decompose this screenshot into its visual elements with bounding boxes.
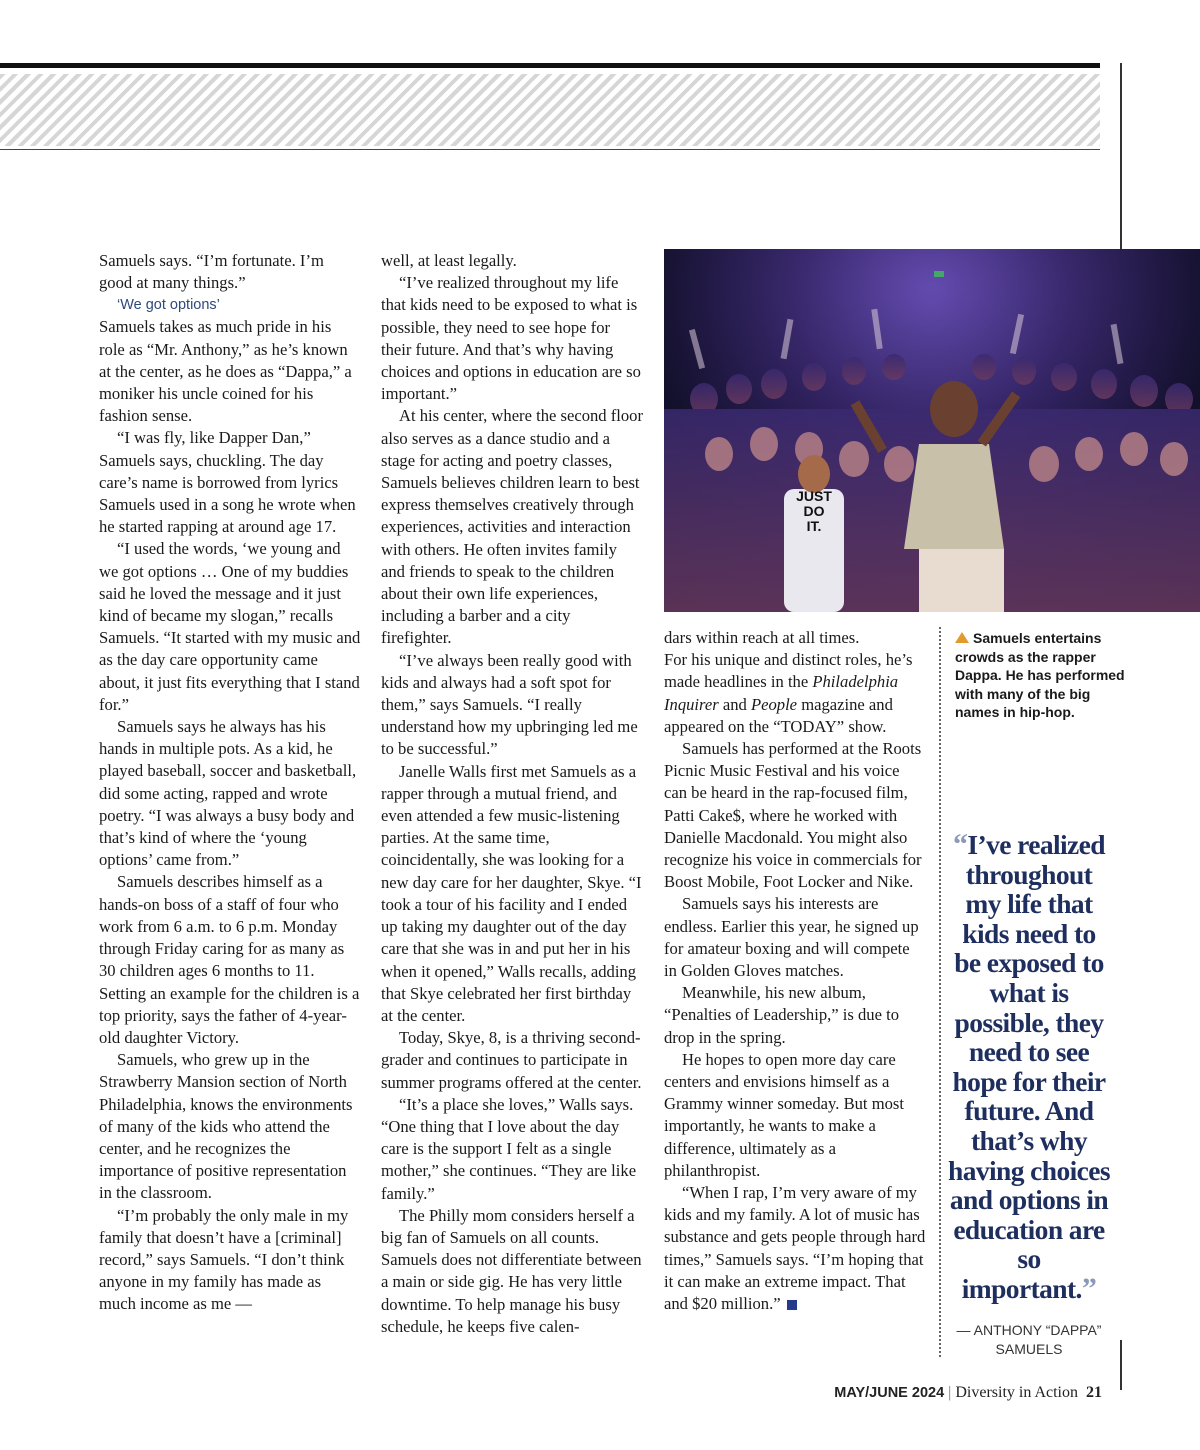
dotted-divider — [939, 627, 941, 1357]
article-column-3 — [664, 627, 926, 1315]
right-vertical-rule-top — [1120, 63, 1122, 249]
paragraph: dars within reach at all times. — [664, 628, 860, 647]
paragraph: Samuels says he always has his hands in multiple pots. As a kid, he played baseball, soccer and basketball, did some acting, rapped and wrote poetry. “I was always a busy body and that’s kind of where the ‘young options’ came from.” — [99, 717, 357, 870]
paragraph: For his unique and distinct roles, he’s made headlines in the Philadelphia Inquirer and People magazine and appeared on the “TODAY” show. — [664, 650, 913, 736]
photo-caption: Samuels entertains crowds as the rapper Dappa. He has performed with many of the big names in hip-hop. — [955, 630, 1125, 720]
crowd-illustration — [664, 249, 1200, 612]
paragraph: At his center, where the second floor also serves as a dance studio and a stage for acting and poetry classes, Samuels believes children learn to best express themselves creatively through experiences, activities and interaction with others. He often invites family and friends to speak to the children about their own life experiences, including a barber and a city firefighter. — [381, 406, 644, 648]
right-vertical-rule-bottom — [1120, 1340, 1122, 1390]
top-rule — [0, 63, 1100, 68]
paragraph: Janelle Walls first met Samuels as a rapper through a mutual friend, and even attended a few music-listening parties. At the same time, coincidentally, she was looking for a new day care for her daughter, Skye. “I took a tour of his facility and I ended up taking my daughter out of the day care that she was in and put her in his when it opened,” Walls recalls, adding that Skye celebrated her first birthday at the center. — [381, 761, 642, 1025]
close-quote-mark: ” — [1081, 1271, 1097, 1305]
section-subhead: ‘We got options’ — [117, 297, 220, 314]
paragraph: “I’ve always been really good with kids and always had a soft spot for them,” says Samuels. “I really understand how my upbringing led me to be successful.” — [381, 650, 638, 759]
pull-quote-attribution: — ANTHONY “DAPPA” SAMUELS — [956, 1322, 1102, 1357]
triangle-up-icon — [955, 632, 969, 643]
paragraph: Samuels says his interests are endless. Earlier this year, he signed up for amateur boxing and will compete in Golden Gloves matches. — [664, 894, 919, 981]
footer-separator: | — [948, 1384, 952, 1401]
concert-photo — [664, 249, 1200, 612]
paragraph: Samuels has performed at the Roots Picnic Music Festival and his voice can be heard in the rap-focused film, Patti Cake$, where he worked with Danielle Macdonald. You might also recognize his voice in commercials for Boost Mobile, Foot Locker and Nike. — [664, 739, 922, 892]
page-footer — [834, 1384, 1102, 1402]
shirt-print: JUST DO IT. — [796, 488, 832, 534]
end-mark-icon — [787, 1300, 797, 1310]
paragraph: Samuels says. “I’m fortunate. I’m good at many things.” — [99, 251, 324, 293]
paragraph: “I used the words, ‘we young and we got options … One of my buddies said he loved the message and it just kind of became my slogan,” recalls Samuels. “It started with my music and as the day care opportunity came about, it just fits everything that I stand for.” — [99, 539, 361, 714]
paragraph: well, at least legally. — [381, 251, 517, 270]
paragraph: Samuels describes himself as a hands-on boss of a staff of four who work from 6 a.m. to 6 p.m. Monday through Friday caring for as many as 30 children ages 6 months to 11. Setting an example for the children is a top priority, says the father of 4-year-old daughter Victory. — [99, 872, 360, 1047]
paragraph: Samuels, who grew up in the Strawberry Mansion section of North Philadelphia, knows the environments of many of the kids who attend the center, and he recognizes the importance of positive representation in the classroom. — [99, 1050, 353, 1203]
pull-quote-text: I’ve realized throughout my life that kids need to be exposed to what is possible, they need to see hope for their future. And that’s why having choices and options in education are so important. — [948, 829, 1110, 1304]
paragraph: “I’ve realized throughout my life that kids need to be exposed to what is possible, they need to see hope for their future. And that’s why having choices and options in education are so important.” — [381, 273, 641, 404]
hatched-banner — [0, 74, 1100, 146]
paragraph: Today, Skye, 8, is a thriving second-grader and continues to participate in summer programs offered at the center. — [381, 1028, 642, 1092]
paragraph: “I’m probably the only male in my family that doesn’t have a [criminal] record,” says Samuels. “I don’t think anyone in my family has made as much income as me — — [99, 1205, 349, 1314]
open-quote-mark: “ — [953, 828, 968, 861]
paragraph: The Philly mom considers herself a big fan of Samuels on all counts. Samuels does not differentiate between a main or side gig. He has very little downtime. To help manage his busy schedule, he keeps five calen- — [381, 1205, 642, 1336]
pull-quote — [948, 830, 1110, 1304]
publication-name: Diversity in Action — [955, 1384, 1078, 1401]
article-column-1 — [99, 250, 361, 1316]
article-column-2 — [381, 250, 643, 1338]
issue-date: MAY/JUNE 2024 — [834, 1385, 945, 1401]
paragraph: Samuels takes as much pride in his role as “Mr. Anthony,” as he’s known at the center, as he does as “Dappa,” a moniker his uncle coined for his fashion sense. — [99, 317, 352, 426]
paragraph: “It’s a place she loves,” Walls says. “One thing that I love about the day care is the support I felt as a single mother,” she continues. “They are like family.” — [381, 1094, 637, 1203]
paragraph: “I was fly, like Dapper Dan,” Samuels says, chuckling. The day care’s name is borrowed from lyrics Samuels used in a song he wrote when he started rapping at around age 17. — [99, 428, 356, 537]
banner-bottom-rule — [0, 149, 1100, 150]
page-number: 21 — [1086, 1384, 1102, 1401]
paragraph: “When I rap, I’m very aware of my kids and my family. A lot of music has substance and gets people through hard times,” Samuels says. “I’m hoping that it can make an extreme impact. That and $20 million.” — [664, 1183, 926, 1314]
paragraph: Meanwhile, his new album, “Penalties of Leadership,” is due to drop in the spring. — [664, 983, 900, 1047]
paragraph: He hopes to open more day care centers and envisions himself as a Grammy winner someday. But most importantly, he wants to make a difference, ultimately as a philanthropist. — [664, 1049, 904, 1180]
